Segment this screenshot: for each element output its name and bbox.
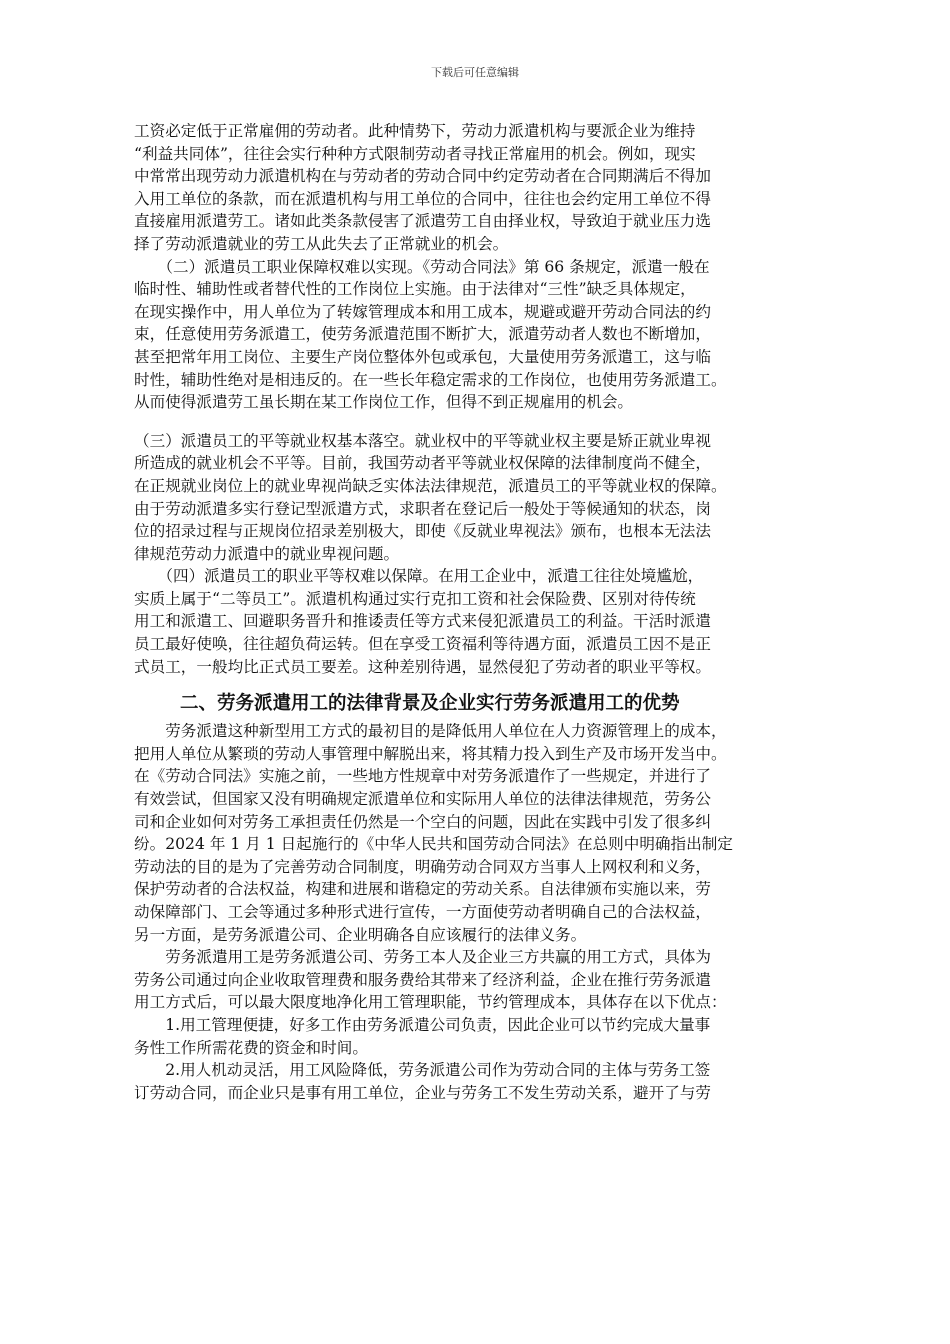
text-line: 束，任意使用劳务派遣工，使劳务派遣范围不断扩大，派遣劳动者人数也不断增加， bbox=[134, 325, 711, 344]
text-line: 动保障部门、工会等通过多种形式进行宣传，一方面使劳动者明确自己的合法权益， bbox=[134, 903, 711, 921]
paragraph-gap bbox=[134, 678, 870, 690]
text-line: 中常常出现劳动力派遣机构在与劳动者的劳动合同中约定劳动者在合同期满后不得加 bbox=[134, 167, 711, 186]
text-line: 在正规就业岗位上的就业卑视尚缺乏实体法法律规范，派遣员工的平等就业权的保障。 bbox=[134, 476, 727, 495]
text-line: 律规范劳动力派遣中的就业卑视问题。 bbox=[134, 544, 400, 563]
text-line: 2.用人机动灵活，用工风险降低，劳务派遣公司作为劳动合同的主体与劳务工签 bbox=[134, 1061, 711, 1080]
text-line: 直接雇用派遣劳工。诸如此类条款侵害了派遣劳工自由择业权，导致迫于就业压力选 bbox=[134, 212, 711, 231]
text-line: 工资必定低于正常雇佣的劳动者。此种情势下，劳动力派遣机构与要派企业为维持 bbox=[134, 122, 696, 140]
text-line: 劳务公司通过向企业收取管理费和服务费给其带来了经济利益，企业在推行劳务派遣 bbox=[134, 970, 711, 989]
paragraph-block-3 bbox=[134, 720, 870, 1104]
text-line: 员工最好使唤，往往超负荷运转。但在享受工资福利等待遇方面，派遣员工因不是正 bbox=[134, 635, 711, 654]
text-line: 入用工单位的条款，而在派遣机构与用工单位的合同中，往往也会约定用工单位不得 bbox=[134, 189, 711, 208]
text-line: 实质上属于“二等员工”。派遣机构通过实行克扣工资和社会保险费、区别对待传统 bbox=[134, 589, 696, 608]
text-line: 1.用工管理便捷，好多工作由劳务派遣公司负责，因此企业可以节约完成大量事 bbox=[134, 1015, 711, 1034]
text-line: 临时性、辅助性或者替代性的工作岗位上实施。由于法律对“三性”缺乏具体规定， bbox=[134, 280, 696, 299]
text-line: 择了劳动派遣就业的劳工从此失去了正常就业的机会。 bbox=[134, 234, 509, 253]
text-line: 甚至把常年用工岗位、主要生产岗位整体外包或承包，大量使用劳务派遣工，这与临 bbox=[134, 347, 711, 366]
text-line: 用工和派遣工、回避职务晋升和推诿责任等方式来侵犯派遣员工的利益。干活时派遣 bbox=[134, 612, 711, 631]
text-line: 保护劳动者的合法权益，构建和进展和谐稳定的劳动关系。自法律颁布实施以来，劳 bbox=[134, 880, 711, 899]
paragraph-gap bbox=[134, 414, 870, 430]
text-line: 劳务派遣用工是劳务派遣公司、劳务工本人及企业三方共赢的用工方式，具体为 bbox=[134, 948, 711, 967]
text-line: （四）派遣员工的职业平等权难以保障。在用工企业中，派遣工往往处境尴尬， bbox=[134, 567, 704, 586]
text-line: 另一方面，是劳务派遣公司、企业明确各自应该履行的法律义务。 bbox=[134, 925, 587, 944]
text-line: 由于劳动派遣多实行登记型派遣方式，求职者在登记后一般处于等候通知的状态，岗 bbox=[134, 499, 711, 518]
text-line: 从而使得派遣劳工虽长期在某工作岗位工作，但得不到正规雇用的机会。 bbox=[134, 393, 634, 412]
paragraph-block-1 bbox=[134, 120, 870, 414]
document-body bbox=[134, 120, 870, 1104]
section-heading: 二、劳务派遣用工的法律背景及企业实行劳务派遣用工的优势 bbox=[180, 693, 680, 715]
text-line: （三）派遣员工的平等就业权基本落空。就业权中的平等就业权主要是矫正就业卑视 bbox=[134, 431, 711, 450]
text-line: 把用人单位从繁琐的劳动人事管理中解脱出来，将其精力投入到生产及市场开发当中。 bbox=[134, 744, 727, 763]
text-line: “利益共同体”，往往会实行种种方式限制劳动者寻找正常雇用的机会。例如，现实 bbox=[134, 144, 696, 163]
text-line: 时性，辅助性绝对是相违反的。在一些长年稳定需求的工作岗位，也使用劳务派遣工。 bbox=[134, 370, 727, 389]
text-line: 所造成的就业机会不平等。目前，我国劳动者平等就业权保障的法律制度尚不健全， bbox=[134, 454, 711, 473]
text-line: 劳务派遣这种新型用工方式的最初目的是降低用人单位在人力资源管理上的成本， bbox=[134, 722, 727, 741]
text-line: 在现实操作中，用人单位为了转嫁管理成本和用工成本，规避或避开劳动合同法的约 bbox=[134, 302, 711, 321]
page-header: 下载后可任意编辑 bbox=[431, 66, 519, 79]
text-line: 劳动法的目的是为了完善劳动合同制度，明确劳动合同双方当事人上网权利和义务， bbox=[134, 857, 711, 876]
text-line: 有效尝试，但国家又没有明确规定派遣单位和实际用人单位的法律法律规范，劳务公 bbox=[134, 790, 711, 809]
text-line: 在《劳动合同法》实施之前，一些地方性规章中对劳务派遣作了一些规定，并进行了 bbox=[134, 767, 711, 786]
text-line: 式员工，一般均比正式员工要差。这种差别待遇，显然侵犯了劳动者的职业平等权。 bbox=[134, 657, 711, 676]
text-line: 用工方式后，可以最大限度地净化用工管理职能，节约管理成本，具体存在以下优点： bbox=[134, 993, 727, 1012]
text-line: （二）派遣员工职业保障权难以实现。《劳动合同法》第 66 条规定，派遣一般在 bbox=[134, 257, 710, 276]
text-line: 纷。2024 年 1 月 1 日起施行的《中华人民共和国劳动合同法》在总则中明确指出制定 bbox=[134, 835, 733, 854]
text-line: 务性工作所需花费的资金和时间。 bbox=[134, 1038, 368, 1057]
text-line: 订劳动合同，而企业只是事有用工单位，企业与劳务工不发生劳动关系，避开了与劳 bbox=[134, 1083, 711, 1102]
paragraph-block-2 bbox=[134, 430, 870, 679]
text-line: 位的招录过程与正规岗位招录差别极大，即使《反就业卑视法》颁布，也根本无法法 bbox=[134, 522, 711, 541]
text-line: 司和企业如何对劳务工承担责任仍然是一个空白的问题，因此在实践中引发了很多纠 bbox=[134, 812, 711, 831]
